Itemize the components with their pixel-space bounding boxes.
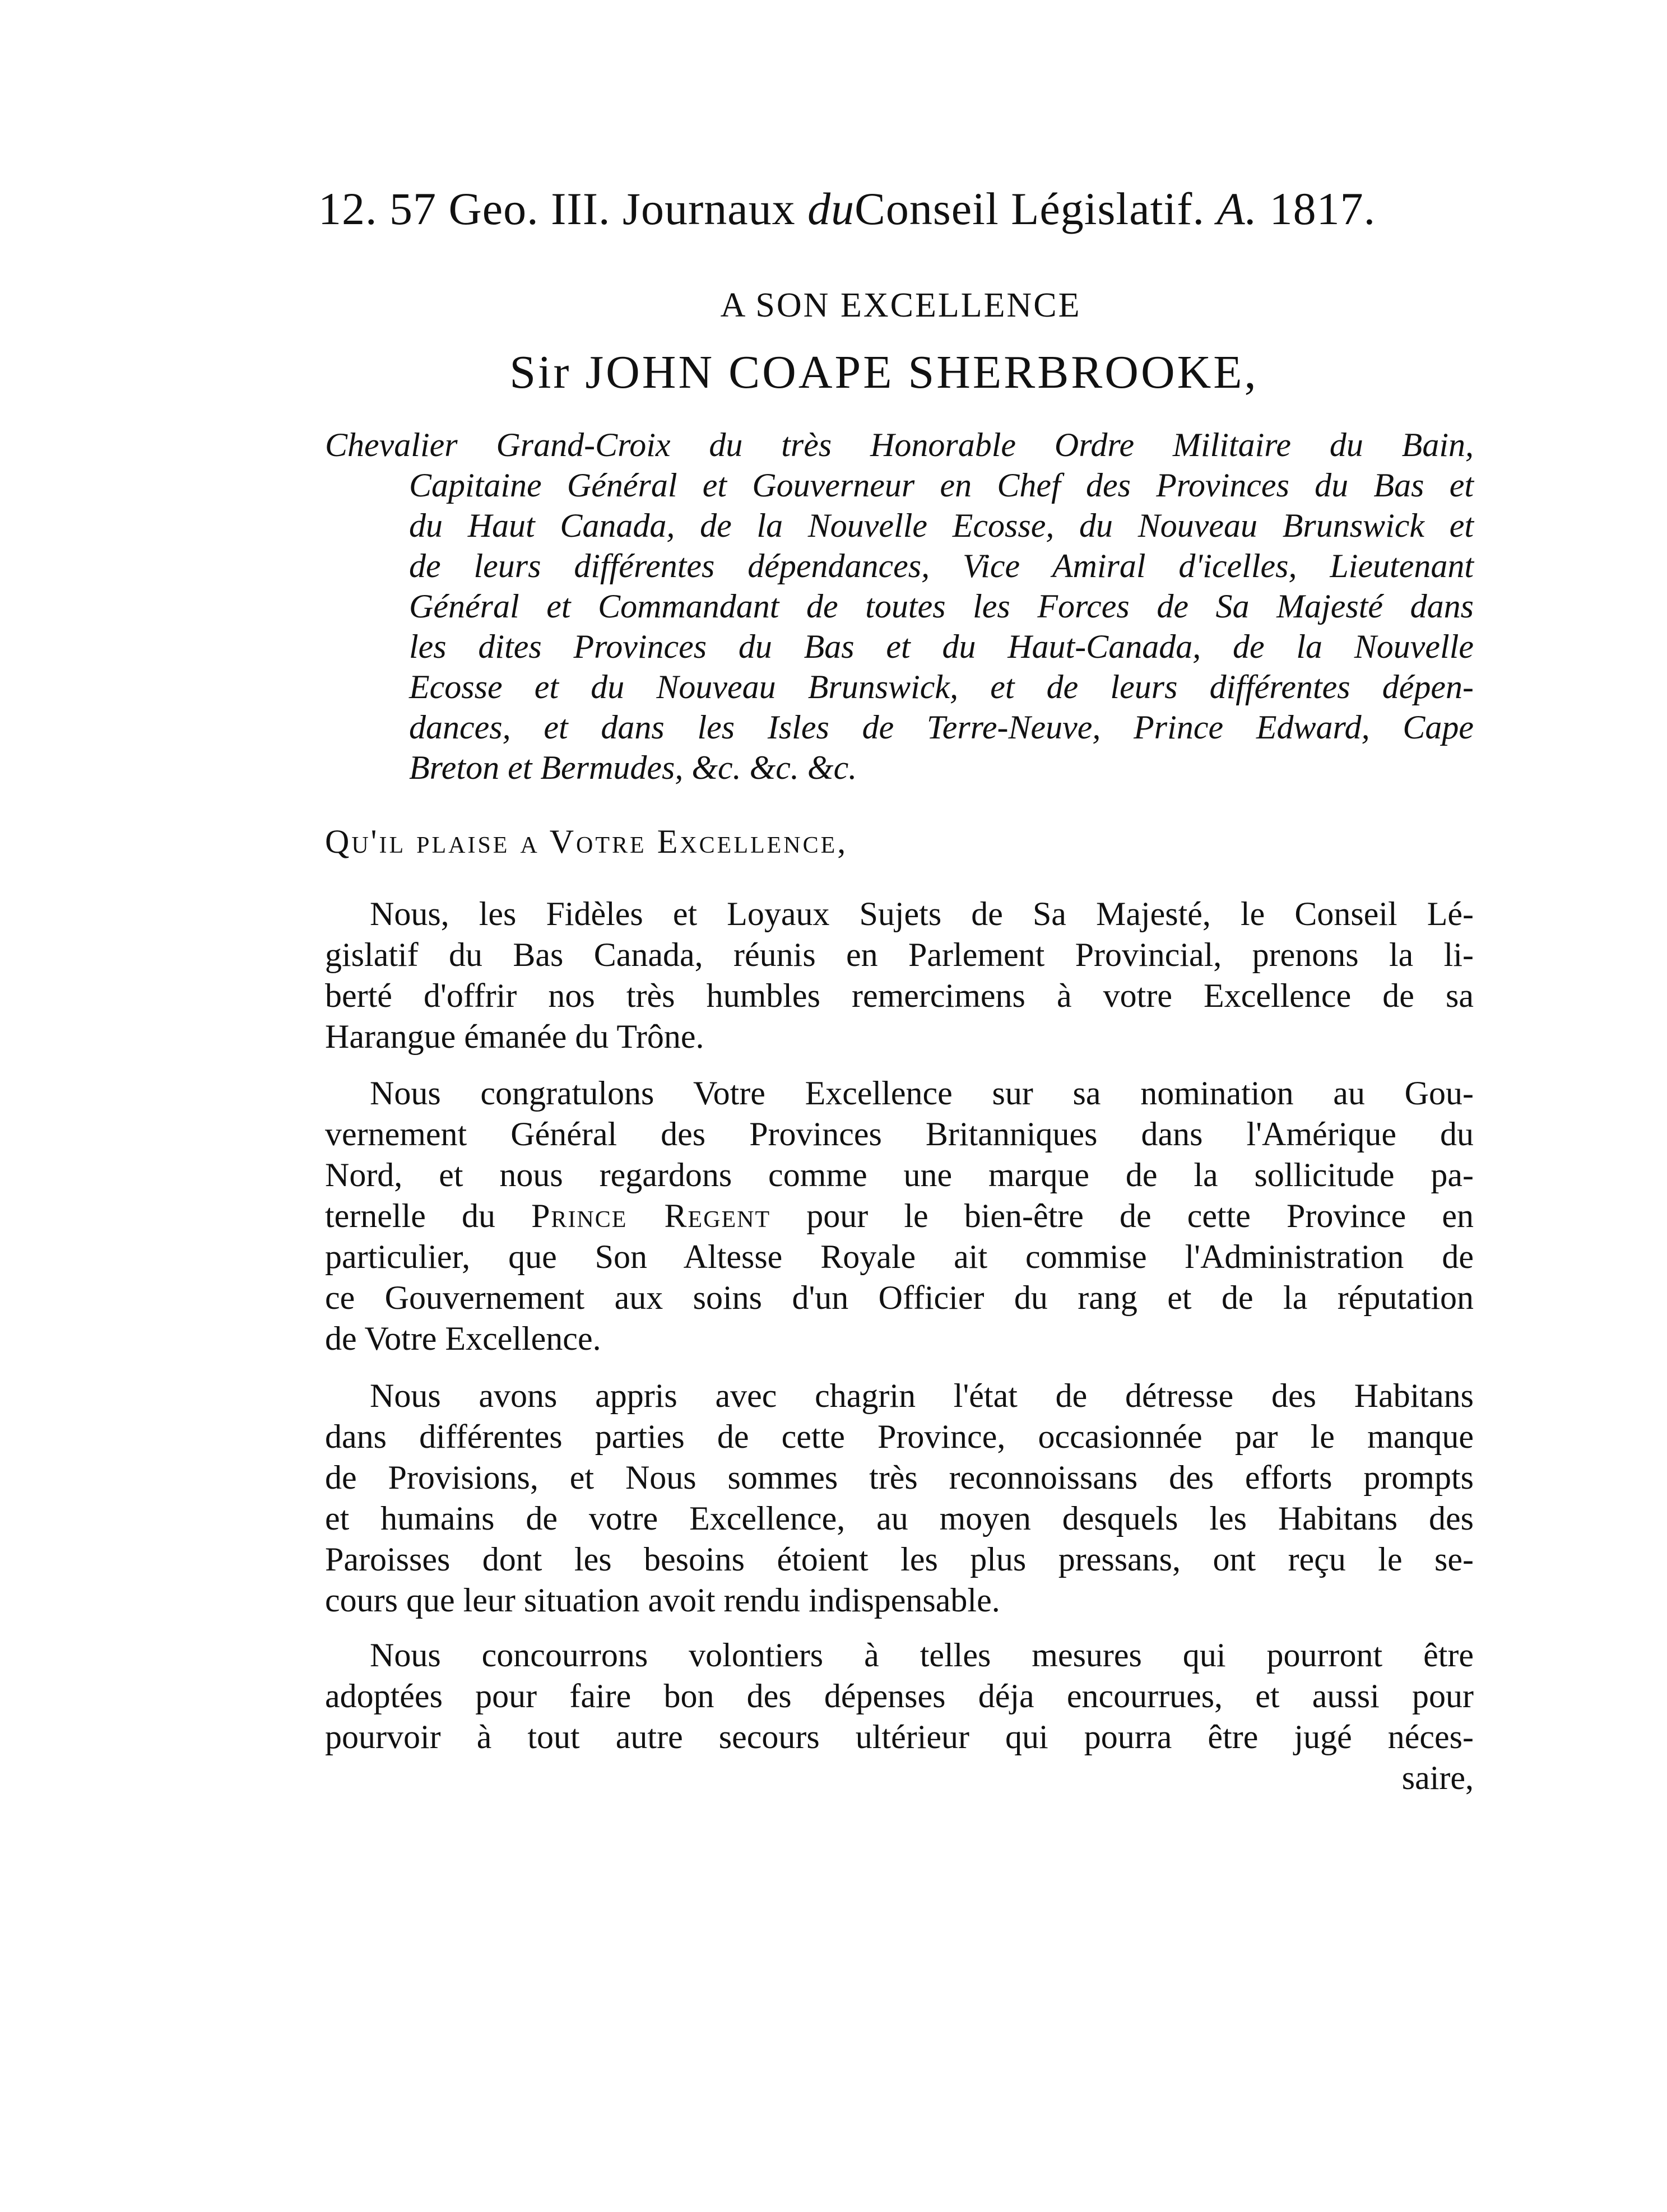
paragraph-1 [325, 894, 1474, 1057]
text-fragment: ternelle du [325, 1197, 495, 1234]
titles-line: les dites Provinces du Bas et du Haut-Canada, de la Nouvelle [409, 628, 1474, 665]
regnal-year: 57 Geo. III. [389, 183, 611, 234]
page-number: 12. [318, 183, 378, 234]
titles-line: de leurs différentes dépendances, Vice Amiral d'icelles, Lieutenant [409, 547, 1474, 584]
running-header [318, 178, 1473, 240]
anno-label: A. [1216, 183, 1258, 234]
text-line: Nous congratulons Votre Excellence sur sa nomination au Gou- [370, 1075, 1474, 1112]
text-line: cours que leur situation avoit rendu indispensable. [325, 1582, 1000, 1619]
titles-line: du Haut Canada, de la Nouvelle Ecosse, du Nouveau Brunswick et [409, 507, 1474, 544]
titles-line: dances, et dans les Isles de Terre-Neuve, Prince Edward, Cape [409, 709, 1474, 746]
addressee-titles [325, 425, 1474, 788]
salutation: Qu'il plaise a Votre Excellence, [325, 823, 848, 860]
text-fragment: pour le bien-être de cette Province en [806, 1197, 1474, 1234]
paragraph-3 [325, 1375, 1474, 1621]
text-line: Harangue émanée du Trône. [325, 1018, 704, 1055]
text-line: de Provisions, et Nous sommes très reconnoissans des efforts prompts [325, 1459, 1474, 1496]
text-line [325, 1196, 1474, 1237]
titles-line: Chevalier Grand-Croix du très Honorable Ordre Militaire du Bain, [325, 426, 1474, 463]
text-line: vernement Général des Provinces Britanniques dans l'Amérique du [325, 1116, 1474, 1153]
text-line: berté d'offrir nos très humbles remercimens à votre Excellence de sa [325, 977, 1474, 1014]
address-heading: A SON EXCELLENCE [720, 286, 1081, 324]
titles-line: Capitaine Général et Gouverneur en Chef des Provinces du Bas et [409, 467, 1474, 504]
text-line: pourvoir à tout autre secours ultérieur qui pourra être jugé néces- [325, 1718, 1474, 1755]
text-line: de Votre Excellence. [325, 1320, 601, 1357]
paragraph-4 [325, 1635, 1474, 1799]
journal-title-a: Journaux [623, 183, 796, 234]
prince-regent: Prince Regent [531, 1197, 771, 1234]
text-line: Nous avons appris avec chagrin l'état de détresse des Habitans [370, 1377, 1474, 1414]
text-line: gislatif du Bas Canada, réunis en Parlement Provincial, prenons la li- [325, 936, 1474, 973]
catchword: saire, [1401, 1759, 1474, 1796]
text-line: particulier, que Son Altesse Royale ait commise l'Administration de [325, 1238, 1474, 1275]
titles-line: Général et Commandant de toutes les Forces de Sa Majesté dans [409, 588, 1474, 625]
header-year: 1817. [1269, 183, 1376, 234]
paragraph-2 [325, 1073, 1474, 1359]
text-line: adoptées pour faire bon des dépenses déja encourrues, et aussi pour [325, 1677, 1474, 1714]
text-line: Nord, et nous regardons comme une marque de la sollicitude pa- [325, 1156, 1474, 1193]
titles-line: Breton et Bermudes, &c. &c. &c. [409, 749, 857, 786]
addressee-name: Sir JOHN COAPE SHERBROOKE, [509, 346, 1259, 398]
text-line: et humains de votre Excellence, au moyen desquels les Habitans des [325, 1500, 1474, 1537]
text-line: Nous concourrons volontiers à telles mesures qui pourront être [370, 1637, 1474, 1674]
text-line: dans différentes parties de cette Province, occasionnée par le manque [325, 1418, 1474, 1455]
titles-line: Ecosse et du Nouveau Brunswick, et de leurs différentes dépen- [409, 668, 1474, 705]
text-line: Nous, les Fidèles et Loyaux Sujets de Sa Majesté, le Conseil Lé- [370, 895, 1474, 932]
text-line: Paroisses dont les besoins étoient les plus pressans, ont reçu le se- [325, 1541, 1474, 1578]
journal-title-b: Conseil Législatif. [855, 183, 1205, 234]
journal-title-du: du [807, 183, 855, 234]
text-line: ce Gouvernement aux soins d'un Officier du rang et de la réputation [325, 1279, 1474, 1316]
